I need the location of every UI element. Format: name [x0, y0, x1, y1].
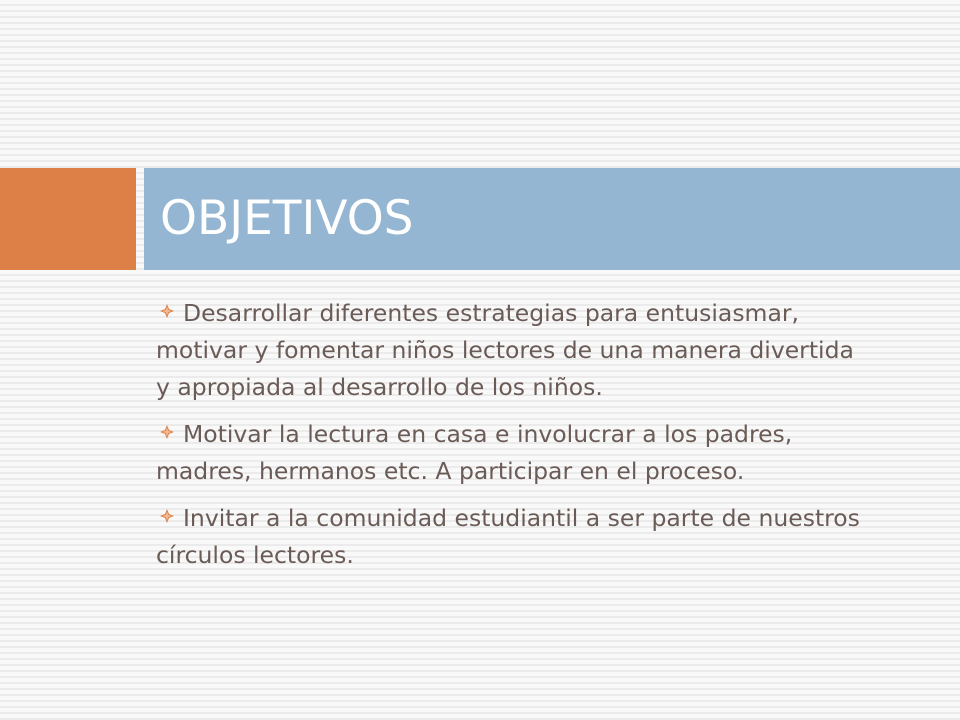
bullet-text: Invitar a la comunidad estudiantil a ser parte de nuestros círculos lectores.: [156, 504, 860, 569]
slide-title: OBJETIVOS: [160, 191, 414, 246]
bullet-item: [156, 295, 868, 406]
bullet-list: [156, 295, 868, 584]
diamond-bullet-icon: [160, 425, 174, 439]
bullet-text: Desarrollar diferentes estrategias para entusiasmar, motivar y fomentar niños lectores de una manera divertida y apropiada al desarrollo de los niños.: [156, 299, 854, 401]
bullet-item: [156, 500, 868, 574]
diamond-bullet-icon: [160, 304, 174, 318]
bullet-item: [156, 416, 868, 490]
bullet-text: Motivar la lectura en casa e involucrar a los padres, madres, hermanos etc. A participar en el proceso.: [156, 420, 793, 485]
accent-block: [0, 168, 136, 270]
diamond-bullet-icon: [160, 509, 174, 523]
